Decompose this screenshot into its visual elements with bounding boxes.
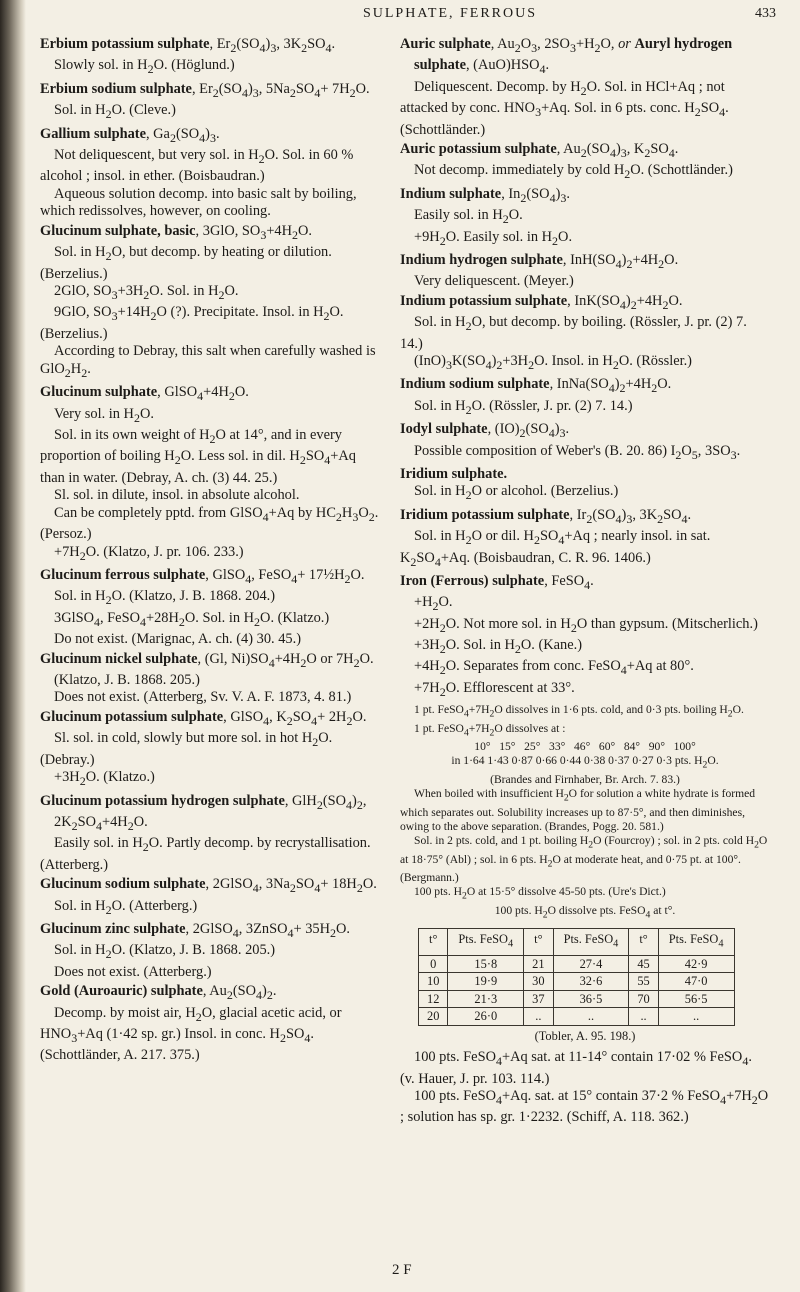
- table-cell: 15·8: [448, 955, 524, 973]
- after-table-text: [400, 1049, 770, 1127]
- entry-line: $(InO)_3K(SO_4)_2+3H_2O$. Insol. in $H_2O$. (Rössler.): [414, 353, 692, 372]
- table-header-cell: t°: [524, 929, 553, 955]
- table-row: [419, 955, 735, 973]
- table-cell: 47·0: [658, 973, 734, 991]
- entry-line: Not decomp. immediately by cold $H_2O$. (Schottländer.): [414, 162, 733, 182]
- entry-line: Do not exist. (Marignac, A. ch. (4) 30. 45.): [54, 631, 301, 647]
- table-row: [419, 973, 735, 991]
- entry-line: Not deliquescent, but very sol. in $H_2O$. Sol. in 60 % alcohol ; insol. in ether. (Boisbaudran.): [40, 146, 354, 185]
- entry-heading: Indium sulphate, $In_2(SO_4)_3$.: [400, 185, 570, 205]
- small-print-intro: [400, 703, 770, 740]
- entry-heading: Iron (Ferrous) sulphate, FeSO$_4$.: [400, 572, 594, 592]
- small-print-line: Sol. in 2 pts. cold, and 1 pt. boiling $H_2O$ (Fourcroy) ; sol. in 2 pts. cold $H_2O$ at 18·75° (Abl) ; sol. in 6 pts. $H_2O$ at moderate heat, and 0·75 pt. at 100°. (Bergmann.): [400, 834, 768, 885]
- entry-line: Sl. sol. in dilute, insol. in absolute alcohol.: [54, 487, 300, 504]
- table-cell: 21: [524, 955, 553, 973]
- table-cell: 36·5: [553, 990, 629, 1008]
- entry-line: $+4H_2O$. Separates from conc. FeSO$_4$+Aq at 80°.: [414, 658, 694, 678]
- table-cell: 0: [419, 955, 448, 973]
- entry-heading: Auric sulphate, $Au_2O_3$, $2SO_3+H_2O$, or Auryl hydrogen sulphate, $(AuO)HSO_4$.: [400, 36, 733, 77]
- table-cell: 12: [419, 990, 448, 1008]
- left-entry: [40, 876, 380, 919]
- entry-line: Easily sol. in $H_2O$.: [414, 207, 523, 226]
- entry-heading: Iridium potassium sulphate, $Ir_2(SO_4)_3$, $3K_2SO_4$.: [400, 506, 692, 526]
- table-header-cell: t°: [419, 929, 448, 955]
- entry-heading: Iodyl sulphate, $(IO)_2(SO_4)_3$.: [400, 421, 570, 440]
- entry-line: $+H_2O$.: [414, 594, 453, 614]
- table-cell: 30: [524, 973, 553, 991]
- entry-line: Sol. in $H_2O$, but decomp. by boiling. (Rössler, J. pr. (2) 7. 14.): [400, 314, 747, 352]
- entry-line: Aqueous solution decomp. into basic salt by boiling, which redissolves, however, on cooling.: [40, 185, 357, 220]
- entry-line: According to Debray, this salt when carefully washed is $GlO_2H_2$.: [40, 343, 376, 380]
- entry-line: $+3H_2O$. Sol. in $H_2O$. (Kane.): [414, 637, 583, 656]
- entry-line: Decomp. by moist air, $H_2O$, glacial acetic acid, or $HNO_3+Aq$ (1·42 sp. gr.) Insol. in conc. $H_2SO_4$. (Schottländer, A. 217. 375.): [40, 1004, 342, 1064]
- entry-line: Does not exist. (Atterberg.): [54, 963, 212, 980]
- right-entry: [400, 36, 770, 139]
- left-entry: [40, 223, 380, 382]
- entry-line: Very sol. in $H_2O$.: [54, 405, 154, 425]
- left-entry: [40, 81, 380, 124]
- entry-line: 9GlO, $SO_3+14H_2O$ (?). Precipitate. Insol. in $H_2O$. (Berzelius.): [40, 304, 344, 342]
- entry-line: Sol. in its own weight of $H_2O$ at 14°, and in every proportion of boiling $H_2O$. Less sol. in dil. $H_2SO_4+Aq$ than in water. (Debray, A. ch. (3) 44. 25.): [40, 426, 356, 486]
- entry-heading: Glucinum zinc sulphate, 2GlSO$_4$, 3ZnSO$_4$+ $35H_2O$.: [40, 920, 350, 940]
- entry-heading: Glucinum sulphate, basic, 3GlO, $SO_3+4H_2O$.: [40, 222, 313, 242]
- left-entry: [40, 36, 380, 79]
- entry-line: Does not exist. (Atterberg, Sv. V. A. F. 1873, 4. 81.): [54, 689, 352, 706]
- entry-line: $+9H_2O$. Easily sol. in $H_2O$.: [414, 228, 573, 248]
- right-entry: [400, 507, 770, 571]
- table-cell: 56·5: [658, 990, 734, 1008]
- table-header-cell: Pts. FeSO$_4$: [658, 929, 734, 955]
- entry-heading: Glucinum potassium hydrogen sulphate, $GlH_2(SO_4)_2$, $2K_2SO_4+4H_2O$.: [40, 792, 367, 833]
- entry-heading: Glucinum nickel sulphate, (Gl, $Ni)SO_4+4H_2O$ or $7H_2O$.: [40, 650, 374, 670]
- right-entries: [400, 36, 770, 701]
- entry-line: Possible composition of Weber's (B. 20. 86) $I_2O_5$, $3SO_3$.: [414, 442, 741, 462]
- table-cell: 55: [629, 973, 658, 991]
- entry-line: Sl. sol. in cold, slowly but more sol. in hot $H_2O$. (Debray.): [40, 730, 333, 768]
- entry-heading: Indium hydrogen sulphate, $InH(SO_4)_2+4H_2O$.: [400, 251, 679, 271]
- small-print-line: 1 pt. $FeSO_4+7H_2O$ dissolves in 1·6 pts. cold, and 0·3 pts. boiling $H_2O$.: [414, 703, 744, 720]
- right-column: [400, 36, 770, 1129]
- left-entry: [40, 793, 380, 875]
- table-header-cell: t°: [629, 929, 658, 955]
- entry-heading: Glucinum potassium sulphate, GlSO$_4$, $K_2SO_4+ 2H_2O$.: [40, 708, 367, 728]
- table-cell: 27·4: [553, 955, 629, 973]
- left-entry: [40, 126, 380, 221]
- entry-line: Sol. in $H_2O$ or dil. $H_2SO_4+Aq$ ; nearly insol. in sat. $K_2SO_4+Aq$. (Boisbaudran, C. R. 96. 1406.): [400, 528, 711, 569]
- table-cell: 37: [524, 990, 553, 1008]
- entry-line: $+7H_2O$. (Klatzo, J. pr. 106. 233.): [54, 543, 244, 563]
- solubility-table: [418, 928, 735, 1025]
- entry-heading: Auric potassium sulphate, $Au_2(SO_4)_3$, $K_2SO_4$.: [400, 141, 679, 160]
- entry-line: Slowly sol. in $H_2O$. (Höglund.): [54, 57, 235, 77]
- entry-line: (Klatzo, J. B. 1868. 205.): [54, 671, 200, 688]
- table-cell: 21·3: [448, 990, 524, 1008]
- running-head: SULPHATE, FERROUS: [362, 6, 538, 21]
- table-row: [419, 1008, 735, 1026]
- left-entry: [40, 384, 380, 565]
- temperature-row: 10° 15° 25° 33° 46° 60° 84° 90° 100°: [474, 740, 696, 754]
- table-row: [419, 990, 735, 1008]
- table-cell: 32·6: [553, 973, 629, 991]
- table-cell: ..: [553, 1008, 629, 1026]
- right-entry: [400, 186, 770, 250]
- table-cell: ..: [524, 1008, 553, 1026]
- entry-heading: Indium potassium sulphate, $InK(SO_4)_2+4H_2O$.: [400, 292, 683, 312]
- entry-heading: Iridium sulphate.: [400, 465, 508, 482]
- right-entry: [400, 252, 770, 291]
- entry-line: Deliquescent. Decomp. by $H_2O$. Sol. in HCl+Aq ; not attacked by conc. $HNO_3+Aq$. Sol. in 6 pts. conc. $H_2SO_4$. (Schottländer.): [400, 78, 729, 138]
- table-cell: 20: [419, 1008, 448, 1026]
- entry-heading: Gallium sulphate, $Ga_2(SO_4)_3$.: [40, 125, 220, 145]
- binding-shadow: [0, 0, 26, 1292]
- table-cell: 26·0: [448, 1008, 524, 1026]
- table-body: [419, 955, 735, 1025]
- right-entry: [400, 421, 770, 464]
- table-caption: (Tobler, A. 95. 198.): [534, 1028, 636, 1043]
- entry-line: Sol. in $H_2O$ or alcohol. (Berzelius.): [414, 483, 619, 503]
- entry-line: Sol. in $H_2O$, but decomp. by heating or dilution. (Berzelius.): [40, 244, 332, 282]
- entry-heading: Erbium sodium sulphate, $Er_2(SO_4)_3$, $5Na_2SO_4+ 7H_2O$.: [40, 80, 370, 100]
- left-entry: [40, 983, 380, 1065]
- left-entry: [40, 567, 380, 649]
- entry-heading: Glucinum sulphate, $GlSO_4+4H_2O$.: [40, 384, 249, 403]
- entry-line: 2GlO, $SO_3+3H_2O$. Sol. in $H_2O$.: [54, 283, 239, 302]
- entry-line: Sol. in $H_2O$. (Klatzo, J. B. 1868. 205.): [54, 942, 276, 962]
- left-entry: [40, 921, 380, 981]
- small-print-line: 100 pts. $H_2O$ at 15·5° dissolve 45-50 pts. (Ure's Dict.): [414, 885, 666, 902]
- right-entry: [400, 466, 770, 505]
- table-header-cell: Pts. FeSO$_4$: [448, 929, 524, 955]
- entry-heading: Glucinum ferrous sulphate, GlSO$_4$, FeSO$_4$+ $17\frac{1}{2}H_2O$.: [40, 566, 365, 586]
- entry-line: 100 pts. FeSO$_4$+Aq sat. at 11-14° contain 17·02 % FeSO$_4$. (v. Hauer, J. pr. 103. 114.): [400, 1049, 752, 1087]
- small-print-notes: [400, 787, 770, 904]
- right-entry: [400, 141, 770, 184]
- entry-line: Can be completely pptd. from GlSO$_4$+Aq by $HC_2H_3O_2$. (Persoz.): [40, 504, 379, 542]
- small-print-solubility: [400, 703, 770, 922]
- signature-mark: 2 F: [392, 1262, 412, 1278]
- right-entry: [400, 573, 770, 701]
- left-column: [40, 36, 380, 1067]
- left-entry: [40, 651, 380, 707]
- solubility-values-row: in 1·64 1·43 0·87 0·66 0·44 0·38 0·37 0·27 0·3 pts. $H_2O$.: [451, 754, 719, 771]
- page-number: 433: [755, 6, 776, 21]
- entry-line: Easily sol. in $H_2O$. Partly decomp. by recrystallisation. (Atterberg.): [40, 835, 371, 873]
- entry-line: $+3H_2O$. (Klatzo.): [54, 769, 155, 788]
- entry-line: 3GlSO$_4$, $FeSO_4+28H_2O$. Sol. in $H_2O$. (Klatzo.): [54, 609, 330, 629]
- entry-line: $+7H_2O$. Efflorescent at 33°.: [414, 679, 575, 699]
- table-header-row: [419, 929, 735, 955]
- entry-line: $+2H_2O$. Not more sol. in $H_2O$ than gypsum. (Mitscherlich.): [414, 615, 758, 635]
- right-entry: [400, 293, 770, 375]
- table-title: 100 pts. $H_2O$ dissolve pts. FeSO$_4$ at t°.: [494, 903, 676, 921]
- table-cell: 45: [629, 955, 658, 973]
- table-cell: ..: [658, 1008, 734, 1026]
- entry-line: Sol. in $H_2O$. (Klatzo, J. B. 1868. 204.): [54, 588, 276, 608]
- entry-heading: Glucinum sodium sulphate, 2GlSO$_4$, $3Na_2SO_4+ 18H_2O$.: [40, 876, 377, 895]
- entry-line: Sol. in $H_2O$. (Rössler, J. pr. (2) 7. 14.): [414, 397, 633, 417]
- entry-heading: Erbium potassium sulphate, $Er_2(SO_4)_3$, $3K_2SO_4$.: [40, 36, 336, 55]
- entry-line: Sol. in $H_2O$. (Atterberg.): [54, 897, 198, 917]
- table-cell: 10: [419, 973, 448, 991]
- entry-line: 100 pts. FeSO$_4$+Aq. sat. at 15° contain 37·2 % $FeSO_4+7H_2O$ ; solution has sp. gr. 1·2232. (Schiff, A. 118. 362.): [400, 1088, 769, 1126]
- table-cell: 70: [629, 990, 658, 1008]
- left-entry: [40, 709, 380, 791]
- small-print-line: When boiled with insufficient $H_2O$ for solution a white hydrate is formed which separates out. Solubility increases up to 87·5°, and then diminishes, owing to the above separation. (Brandes, Pogg. 20. 581.): [400, 787, 756, 833]
- table-cell: 42·9: [658, 955, 734, 973]
- entry-heading: Indium sodium sulphate, $InNa(SO_4)_2+4H_2O$.: [400, 376, 672, 396]
- small-print-source: (Brandes and Firnhaber, Br. Arch. 7. 83.): [490, 772, 680, 786]
- entry-line: Sol. in $H_2O$. (Cleve.): [54, 102, 176, 121]
- right-entry: [400, 376, 770, 419]
- table-cell: 19·9: [448, 973, 524, 991]
- entry-heading: Gold (Auroauric) sulphate, $Au_2(SO_4)_2$.: [40, 983, 277, 1002]
- small-print-line: 1 pt. $FeSO_4+7H_2O$ dissolves at :: [414, 721, 566, 738]
- table-cell: ..: [629, 1008, 658, 1026]
- table-header-cell: Pts. FeSO$_4$: [553, 929, 629, 955]
- entry-line: Very deliquescent. (Meyer.): [414, 273, 574, 290]
